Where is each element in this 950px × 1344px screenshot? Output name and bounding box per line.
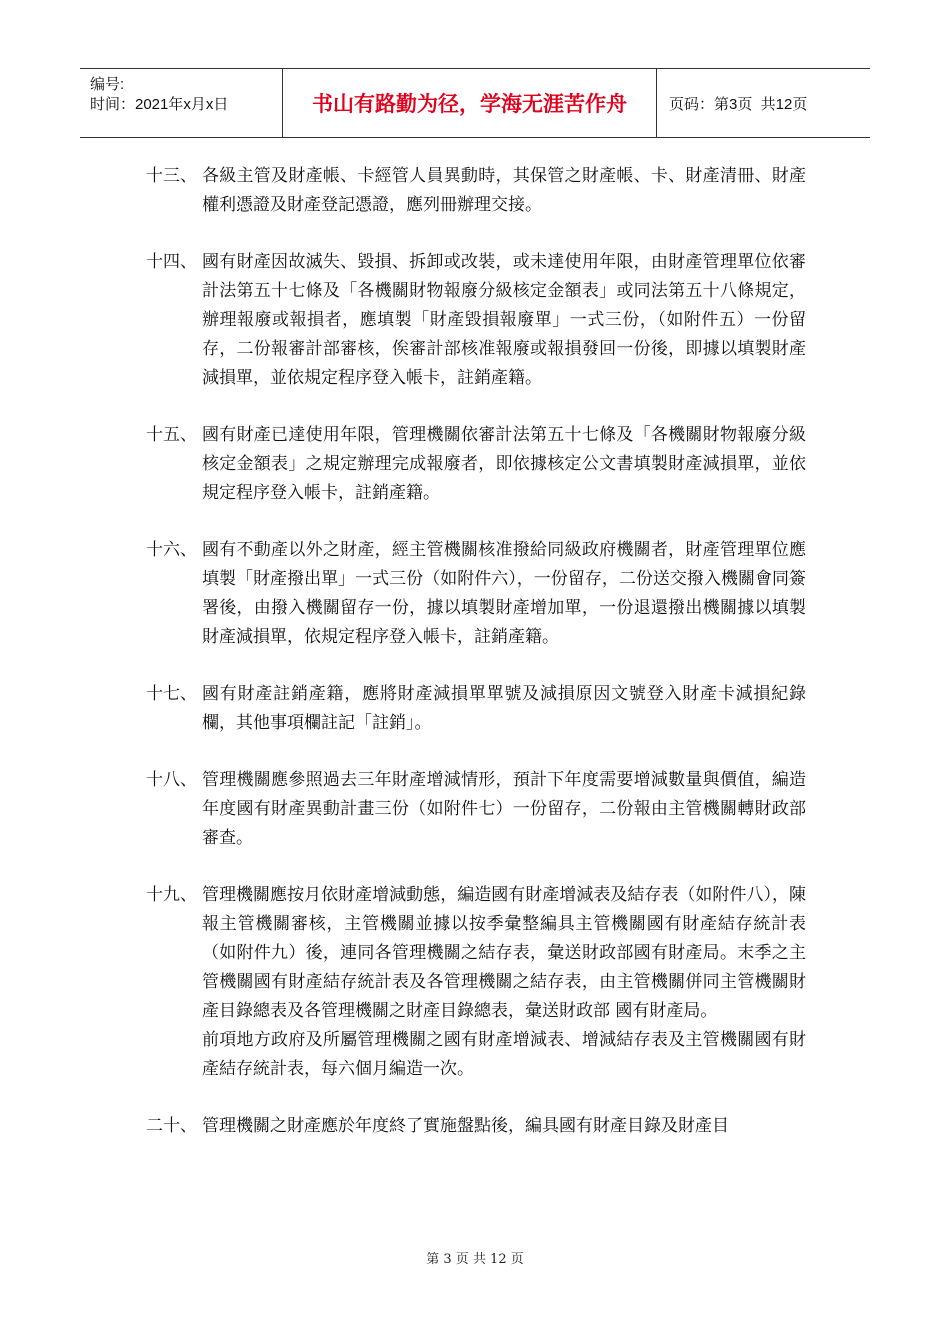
- article-body: [202, 881, 806, 1084]
- article-number: 十六、: [146, 540, 197, 560]
- article-body: [202, 248, 806, 393]
- article-item: [146, 421, 806, 508]
- article-paragraph: 國有不動產以外之財產，經主管機關核准撥給同級政府機關者，財產管理單位應填製「財產撥出單」一式三份（如附件六），一份留存，二份送交撥入機關會同簽署後，由撥入機關留存一份，據以填製財產增加單，一份退還撥出機關據以填製財產減損單，依規定程序登入帳卡，註銷產籍。: [202, 540, 806, 647]
- article-body: [202, 766, 806, 853]
- article-number: 十七、: [146, 684, 197, 704]
- page-info-text: 页码：第3页 共12页: [669, 95, 808, 113]
- article-paragraph: 管理機關應參照過去三年財產增減情形，預計下年度需要增減數量與價值，編造年度國有財產異動計畫三份（如附件七）一份留存，二份報由主管機關轉財政部審查。: [202, 770, 806, 848]
- article-paragraph: 國有財產因故滅失、毀損、拆卸或改裝，或未達使用年限，由財產管理單位依審計法第五十七條及「各機關財物報廢分級核定金額表」或同法第五十八條規定，辦理報廢或報損者，應填製「財產毀損報廢單」一式三份，（如附件五）一份留存，二份報審計部審核，俟審計部核准報廢或報損發回一份後，即據以填製財產減損單，並依規定程序登入帳卡，註銷產籍。: [202, 252, 806, 388]
- article-paragraph: 各級主管及財產帳、卡經管人員異動時，其保管之財產帳、卡、財產清冊、財產權利憑證及財產登記憑證，應列冊辦理交接。: [202, 166, 806, 215]
- article-number: 二十、: [146, 1116, 197, 1136]
- document-body: [146, 162, 806, 1169]
- article-item: [146, 881, 806, 1084]
- article-paragraph: 國有財產已達使用年限，管理機關依審計法第五十七條及「各機關財物報廢分級核定金額表」之規定辦理完成報廢者，即依據核定公文書填製財產減損單，並依規定程序登入帳卡，註銷產籍。: [202, 425, 806, 503]
- page-header: [80, 68, 870, 138]
- code-label: 编号:: [90, 76, 125, 93]
- page-footer: 第 3 页 共 12 页: [426, 1252, 524, 1267]
- time-label: 时间：2021年x月x日: [90, 96, 229, 113]
- article-body: [202, 421, 806, 508]
- article-paragraph: 管理機關之財產應於年度終了實施盤點後，編具國有財產目錄及財產目: [202, 1116, 729, 1136]
- article-paragraph: 前項地方政府及所屬管理機關之國有財產增減表、增減結存表及主管機關國有財產結存統計表，每六個月編造一次。: [202, 1030, 806, 1079]
- article-body: [202, 1112, 806, 1141]
- article-item: [146, 766, 806, 853]
- article-paragraph: 國有財產註銷產籍，應將財產減損單單號及減損原因文號登入財產卡減損紀錄欄，其他事項欄註記「註銷」。: [202, 684, 806, 733]
- header-motto: 书山有路勤为径，学海无涯苦作舟: [283, 69, 657, 137]
- article-item: [146, 162, 806, 220]
- article-item: [146, 536, 806, 652]
- article-body: [202, 162, 806, 220]
- article-item: [146, 248, 806, 393]
- article-item: [146, 1112, 806, 1141]
- article-number: 十八、: [146, 770, 197, 790]
- article-number: 十四、: [146, 252, 197, 272]
- article-number: 十九、: [146, 885, 197, 905]
- article-paragraph: 管理機關應按月依財產增減動態，編造國有財產增減表及結存表（如附件八），陳報主管機關審核，主管機關並據以按季彙整編具主管機關國有財產結存統計表（如附件九）後，連同各管理機關之結存表，彙送財政部國有財產局。末季之主管機關國有財產結存統計表及各管理機關之結存表，由主管機關併同主管機關財產目錄總表及各管理機關之財產目錄總表，彙送財政部 國有財產局。: [202, 885, 806, 1021]
- article-number: 十五、: [146, 425, 197, 445]
- article-number: 十三、: [146, 166, 197, 186]
- header-page-info: [657, 69, 870, 137]
- article-body: [202, 536, 806, 652]
- header-meta: [80, 69, 283, 137]
- article-body: [202, 680, 806, 738]
- article-item: [146, 680, 806, 738]
